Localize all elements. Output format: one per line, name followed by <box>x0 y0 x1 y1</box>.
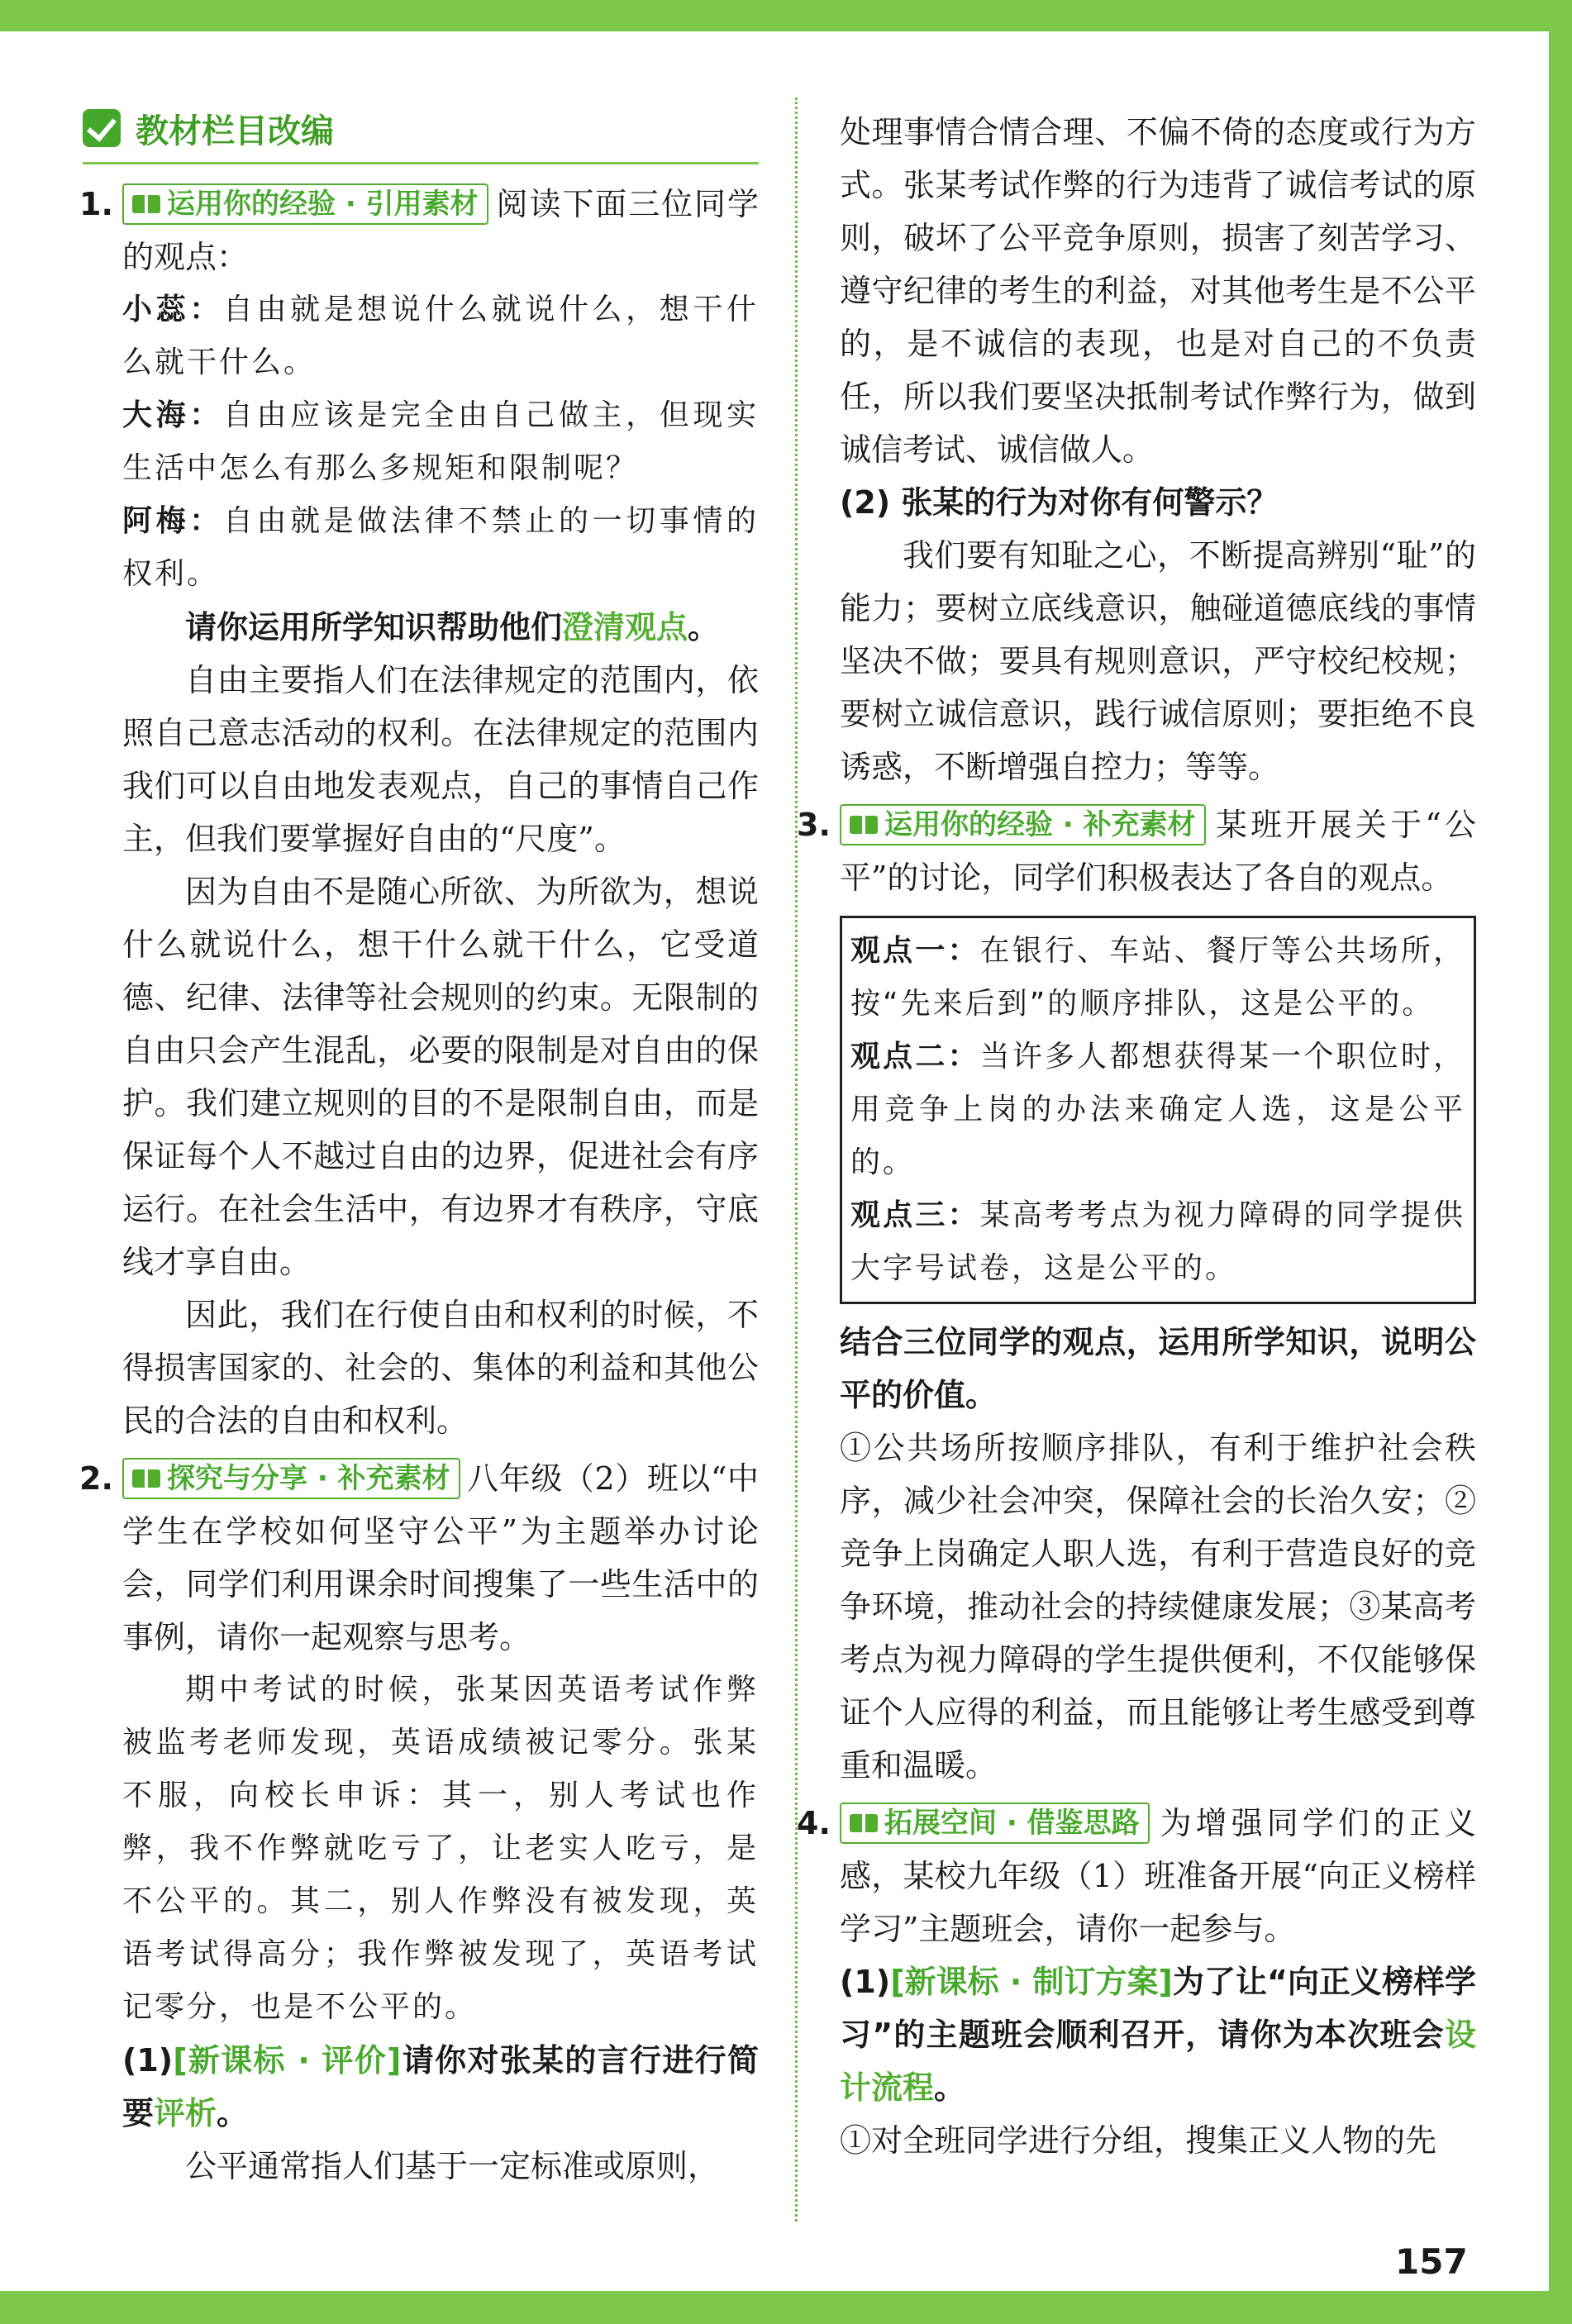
q1-answer-2: 因为自由不是随心所欲、为所欲为，想说什么就说什么，想干什么就干什么，它受道德、纪律、法律等社会规则的约束。无限制的自由只会产生混乱，必要的限制是对自由的保护。我们建立规则的目的不是限制自由，而是保证每个人不越过自由的边界，促进社会有序运行。在社会生活中，有边界才有秩序，守底线才享自由。 <box>122 874 759 1280</box>
q1-view-1 <box>122 283 759 389</box>
q1-prompt-text: 请你运用所学知识帮助他们 <box>185 609 563 645</box>
question-1 <box>79 178 759 1447</box>
q2-sub1-highlight: 评析 <box>154 2095 217 2131</box>
view-text: 当许多人都想获得某一个职位时，用竞争上岗的办法来确定人选，这是公平的。 <box>850 1040 1465 1179</box>
q2-sub1 <box>122 2034 759 2140</box>
q1-view-3 <box>122 495 759 601</box>
q4-sub1-number: (1) <box>840 1964 891 2000</box>
column-divider <box>795 98 798 2222</box>
section-title: 教材栏目改编 <box>136 112 334 150</box>
view-name: 观点一： <box>850 934 980 968</box>
q1-intro: 阅读下面三位同学的观点： <box>122 186 759 275</box>
book-icon <box>132 195 160 215</box>
book-icon <box>132 1469 160 1489</box>
view-text: 自由应该是完全由自己做主，但现实生活中怎么有那么多规矩和限制呢？ <box>122 398 759 485</box>
q2-number: 2. <box>79 1460 113 1497</box>
question-2 <box>79 1452 759 2193</box>
view-text: 某高考考点为视力障碍的同学提供大字号试卷，这是公平的。 <box>850 1198 1465 1285</box>
q4-tag-label: 拓展空间 · 借鉴思路 <box>884 1807 1140 1840</box>
q4-sub1-highlight: 设计流程 <box>840 2017 1476 2106</box>
q2-sub1-number: (1) <box>122 2042 174 2079</box>
q3-intro-line <box>797 798 1476 904</box>
left-column <box>79 99 759 2193</box>
q1-answer-3: 因此，我们在行使自由和权利的时候，不得损害国家的、社会的、集体的利益和其他公民的合法的自由和权利。 <box>122 1297 759 1439</box>
q2-tag <box>122 1458 460 1499</box>
bottom-color-bar <box>0 2291 1572 2324</box>
q2-sub1-end: 。 <box>217 2095 249 2131</box>
section-header <box>83 99 759 157</box>
q3-tag-label: 运用你的经验 · 补充素材 <box>884 808 1196 841</box>
question-3 <box>797 798 1476 1792</box>
q4-sub1-tag: [新课标 · 制订方案] <box>890 1964 1173 2000</box>
right-column <box>797 106 1476 2167</box>
view-name: 小蕊： <box>122 293 223 326</box>
q1-answer-1: 自由主要指人们在法律规定的范围内，依照自己意志活动的权利。在法律规定的范围内我们可以自由地发表观点，自己的事情自己作主，但我们要掌握好自由的“尺度”。 <box>122 662 759 857</box>
q3-views-box <box>840 916 1476 1304</box>
q2-sub2-answer: 我们要有知耻之心，不断提高辨别“耻”的能力；要树立底线意识，触碰道德底线的事情坚决不做；要具有规则意识，严守校纪校规；要树立诚信意识，践行诚信原则；要拒绝不良诱惑，不断增强自控力；等等。 <box>840 537 1476 785</box>
q1-prompt-end: 。 <box>688 609 720 645</box>
q3-view-2 <box>850 1031 1465 1189</box>
q2-intro-line <box>79 1452 759 1664</box>
question-4 <box>797 1797 1476 2167</box>
view-text: 自由就是做法律不禁止的一切事情的权利。 <box>122 504 759 591</box>
page-number: 157 <box>1395 2241 1468 2282</box>
view-text: 自由就是想说什么就说什么，想干什么就干什么。 <box>122 293 759 379</box>
q3-view-1 <box>850 925 1465 1031</box>
q1-number: 1. <box>79 186 113 222</box>
book-icon <box>850 816 878 836</box>
book-icon <box>850 1814 878 1834</box>
top-color-bar <box>0 0 1572 31</box>
q1-tag <box>122 183 488 225</box>
q2-sub1-answer-start: 公平通常指人们基于一定标准或原则， <box>185 2148 720 2184</box>
q1-prompt-highlight: 澄清观点 <box>562 609 688 645</box>
q4-sub1-end: 。 <box>934 2069 966 2106</box>
q2-intro: 八年级（2）班以“中学生在学校如何坚守公平”为主题举办讨论会，同学们利用课余时间搜集了一些生活中的事例，请你一起观察与思考。 <box>122 1460 759 1655</box>
q3-view-3 <box>850 1189 1465 1295</box>
q2-case: 期中考试的时候，张某因英语考试作弊被监考老师发现，英语成绩被记零分。张某不服，向校长申诉：其一，别人考试也作弊，我不作弊就吃亏了，让老实人吃亏，是不公平的。其二，别人作弊没有被发现，英语考试得高分；我作弊被发现了，英语考试记零分，也是不公平的。 <box>122 1673 759 2024</box>
q4-sub1-text: 为了让“向正义榜样学习”的主题班会顺利召开，请你为本次班会 <box>840 1964 1476 2053</box>
right-color-bar <box>1549 0 1572 2324</box>
q4-sub1 <box>840 1955 1476 2114</box>
q4-answer-start: ①对全班同学进行分组，搜集正义人物的先 <box>840 2122 1437 2159</box>
q1-view-2 <box>122 389 759 495</box>
q4-intro-line <box>797 1797 1476 1955</box>
section-underline <box>83 162 759 164</box>
view-name: 观点三： <box>850 1198 980 1232</box>
q3-prompt: 结合三位同学的观点，运用所学知识，说明公平的价值。 <box>840 1324 1476 1413</box>
q1-prompt <box>122 601 759 654</box>
q3-answer: ①公共场所按顺序排队，有利于维护社会秩序，减少社会冲突，保障社会的长治久安；②竞争上岗确定人职人选，有利于营造良好的竞争环境，推动社会的持续健康发展；③某高考考点为视力障碍的学生提供便利，不仅能够保证个人应得的利益，而且能够让考生感受到尊重和温暖。 <box>840 1430 1476 1783</box>
q2-sub1-tag: [新课标 · 评价] <box>173 2042 402 2079</box>
q3-number: 3. <box>797 807 831 843</box>
q1-intro-line <box>79 178 759 283</box>
q2-sub2: (2) 张某的行为对你有何警示？ <box>840 484 1279 521</box>
q4-intro: 为增强同学们的正义感，某校九年级（1）班准备开展“向正义榜样学习”主题班会，请你一起参与。 <box>840 1805 1476 1947</box>
q2-tag-label: 探究与分享 · 补充素材 <box>167 1462 450 1495</box>
view-name: 观点二： <box>850 1040 980 1074</box>
view-name: 阿梅： <box>122 504 223 538</box>
checkmark-icon <box>83 109 121 147</box>
q4-number: 4. <box>797 1805 831 1841</box>
view-name: 大海： <box>122 398 223 432</box>
q2-sub1-text: 请你对张某的言行进行简要 <box>122 2042 759 2131</box>
q3-intro: 某班开展关于“公平”的讨论，同学们积极表达了各自的观点。 <box>840 807 1476 896</box>
q1-tag-label: 运用你的经验 · 引用素材 <box>167 188 479 221</box>
q3-tag <box>840 804 1206 845</box>
view-text: 在银行、车站、餐厅等公共场所，按“先来后到”的顺序排队，这是公平的。 <box>850 934 1465 1021</box>
q2-sub1-answer-cont: 处理事情合情合理、不偏不倚的态度或行为方式。张某考试作弊的行为违背了诚信考试的原则，破坏了公平竞争原则，损害了刻苦学习、遵守纪律的考生的利益，对其他考生是不公平的，是不诚信的表现，也是对自己的不负责任，所以我们要坚决抵制考试作弊行为，做到诚信考试、诚信做人。 <box>840 114 1476 468</box>
q4-tag <box>840 1803 1150 1844</box>
